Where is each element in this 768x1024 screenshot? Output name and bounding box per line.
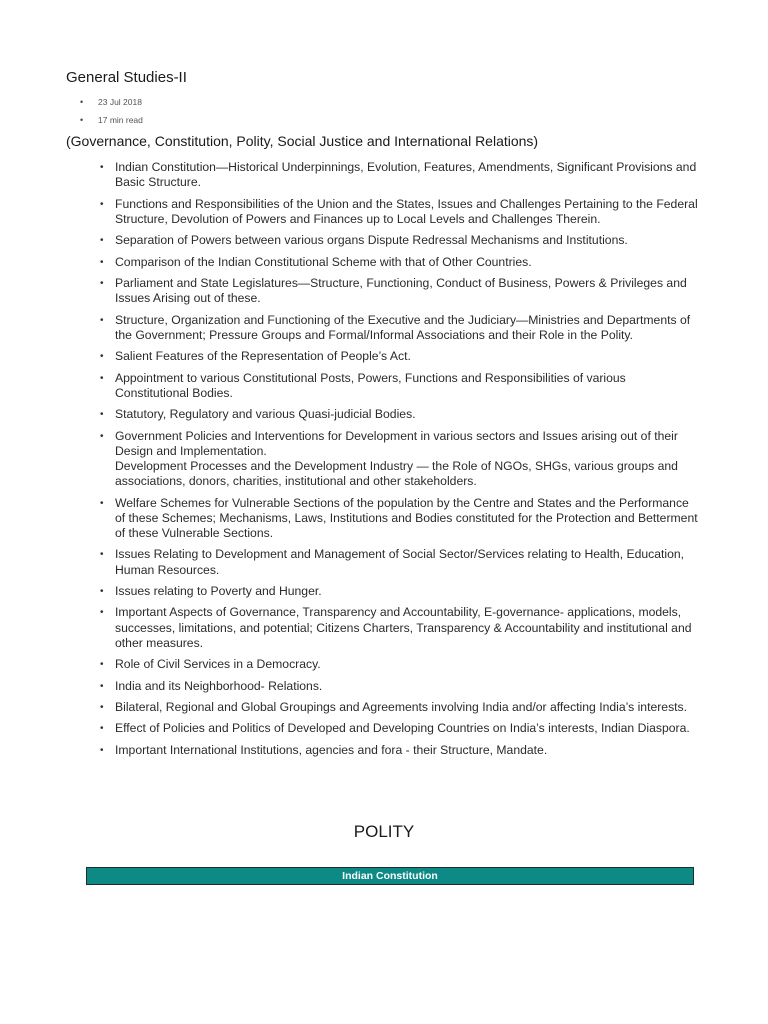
syllabus-topic-list	[100, 160, 700, 764]
list-item: • Separation of Powers between various organs Dispute Redressal Mechanisms and Institutions.	[100, 233, 700, 248]
list-item: • Indian Constitution—Historical Underpinnings, Evolution, Features, Amendments, Significant Provisions and Basic Structure.	[100, 160, 700, 190]
list-item: • Structure, Organization and Functioning of the Executive and the Judiciary—Ministries and Departments of the Government; Pressure Groups and Formal/Informal Associations and their Role in the Polity.	[100, 313, 700, 343]
list-item: • Comparison of the Indian Constitutional Scheme with that of Other Countries.	[100, 255, 700, 270]
list-item: • Functions and Responsibilities of the Union and the States, Issues and Challenges Pertaining to the Federal Structure, Devolution of Powers and Finances up to Local Levels and Challenges Therein.	[100, 197, 700, 227]
list-item: • Salient Features of the Representation of People’s Act.	[100, 349, 700, 364]
list-item: • Welfare Schemes for Vulnerable Sections of the population by the Centre and States and the Performance of these Schemes; Mechanisms, Laws, Institutions and Bodies constituted for the Protection and Betterment of these Vulnerable Sections.	[100, 496, 700, 542]
publish-date: • 23 Jul 2018	[80, 96, 143, 114]
read-time: • 17 min read	[80, 114, 143, 132]
list-item-text: Government Policies and Interventions for Development in various sectors and Issues arising out of their Design and Implementation.	[115, 428, 678, 458]
list-item: • Important Aspects of Governance, Transparency and Accountability, E-governance- applications, models, successes, limitations, and potential; Citizens Charters, Transparency & Accountability and institutional and other measures.	[100, 605, 700, 651]
list-item: • Statutory, Regulatory and various Quasi-judicial Bodies.	[100, 407, 700, 422]
list-item: • Appointment to various Constitutional Posts, Powers, Functions and Responsibilities of various Constitutional Bodies.	[100, 371, 700, 401]
list-item: • Role of Civil Services in a Democracy.	[100, 657, 700, 672]
list-item: • Important International Institutions, agencies and fora - their Structure, Mandate.	[100, 743, 700, 758]
list-item: • Issues Relating to Development and Management of Social Sector/Services relating to Health, Education, Human Resources.	[100, 547, 700, 577]
list-item: • India and its Neighborhood- Relations.	[100, 679, 700, 694]
table-header-indian-constitution: Indian Constitution	[86, 867, 694, 885]
list-item: • Parliament and State Legislatures—Structure, Functioning, Conduct of Business, Powers & Privileges and Issues Arising out of these.	[100, 276, 700, 306]
list-item: • Effect of Policies and Politics of Developed and Developing Countries on India’s interests, Indian Diaspora.	[100, 721, 700, 736]
article-meta	[80, 96, 143, 132]
page-subtitle: (Governance, Constitution, Polity, Social Justice and International Relations)	[66, 133, 539, 149]
page-title: General Studies-II	[66, 69, 187, 86]
list-item: • Issues relating to Poverty and Hunger.	[100, 584, 700, 599]
list-item: • Bilateral, Regional and Global Groupings and Agreements involving India and/or affecting India’s interests.	[100, 700, 700, 715]
list-item	[100, 429, 700, 490]
section-heading-polity: POLITY	[353, 822, 415, 841]
list-item-text-continued: Development Processes and the Development Industry — the Role of NGOs, SHGs, various groups and associations, donors, charities, institutional and other stakeholders.	[115, 458, 678, 489]
